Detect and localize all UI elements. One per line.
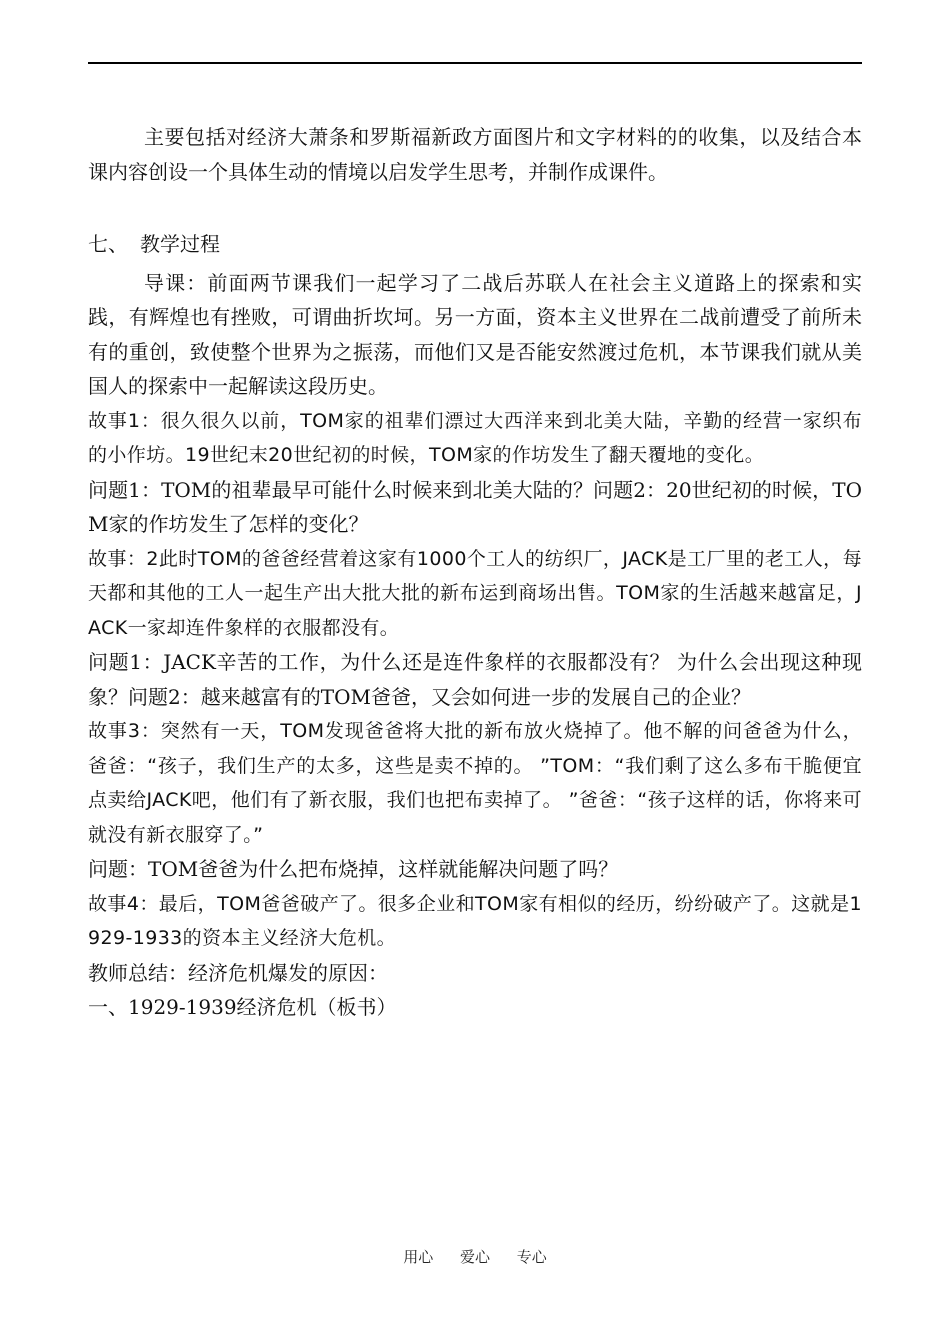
section-number: 七、	[88, 232, 128, 256]
page-footer: 用心 爱心 专心	[403, 1248, 547, 1266]
board-note: 一、1929-1939经济危机（板书）	[88, 995, 397, 1019]
intro-paragraph: 主要包括对经济大萧条和罗斯福新政方面图片和文字材料的的收集，以及结合本课内容创设一个具体生动的情境以启发学生思考，并制作成课件。	[88, 125, 862, 184]
story-2: 故事：2此时TOM的爸爸经营着这家有1000个工人的纺织厂，JACK是工厂里的老工人，每天都和其他的工人一起生产出大批大批的新布运到商场出售。TOM家的生活越来越富足，JACK一家却连件象样的衣服都没有。	[88, 547, 862, 639]
question-set-2: 问题1：JACK辛苦的工作，为什么还是连件象样的衣服都没有？ 为什么会出现这种现象？问题2：越来越富有的TOM爸爸，又会如何进一步的发展自己的企业？	[88, 650, 862, 709]
story-1: 故事1：很久很久以前，TOM家的祖辈们漂过大西洋来到北美大陆，辛勤的经营一家织布的小作坊。19世纪末20世纪初的时候，TOM家的作坊发生了翻天覆地的变化。	[88, 409, 862, 466]
story-3: 故事3：突然有一天，TOM发现爸爸将大批的新布放火烧掉了。他不解的问爸爸为什么，爸爸：“孩子，我们生产的太多，这些是卖不掉的。 ”TOM：“我们剩了这么多布干脆便宜点卖给JACK吧，他们有了新衣服，我们也把布卖掉了。 ”爸爸：“孩子这样的话，你将来可就没有新衣服穿了。”	[88, 720, 862, 846]
teacher-summary: 教师总结：经济危机爆发的原因：	[88, 960, 388, 985]
question-set-1: 问题1：TOM的祖辈最早可能什么时候来到北美大陆的？问题2：20世纪初的时候，TOM家的作坊发生了怎样的变化？	[88, 477, 862, 536]
section-title: 教学过程	[140, 232, 220, 256]
section-heading	[88, 227, 862, 262]
header-rule	[88, 62, 862, 64]
lead-in-paragraph: 导课：前面两节课我们一起学习了二战后苏联人在社会主义道路上的探索和实践，有辉煌也有挫败，可谓曲折坎坷。另一方面，资本主义世界在二战前遭受了前所未有的重创，致使整个世界为之振荡，而他们又是否能安然渡过危机，本节课我们就从美国人的探索中一起解读这段历史。	[88, 270, 862, 398]
question-set-3: 问题：TOM爸爸为什么把布烧掉，这样就能解决问题了吗？	[88, 857, 619, 881]
document-body	[88, 120, 862, 1025]
story-4: 故事4：最后，TOM爸爸破产了。很多企业和TOM家有相似的经历，纷纷破产了。这就是1929-1933的资本主义经济大危机。	[88, 892, 862, 949]
